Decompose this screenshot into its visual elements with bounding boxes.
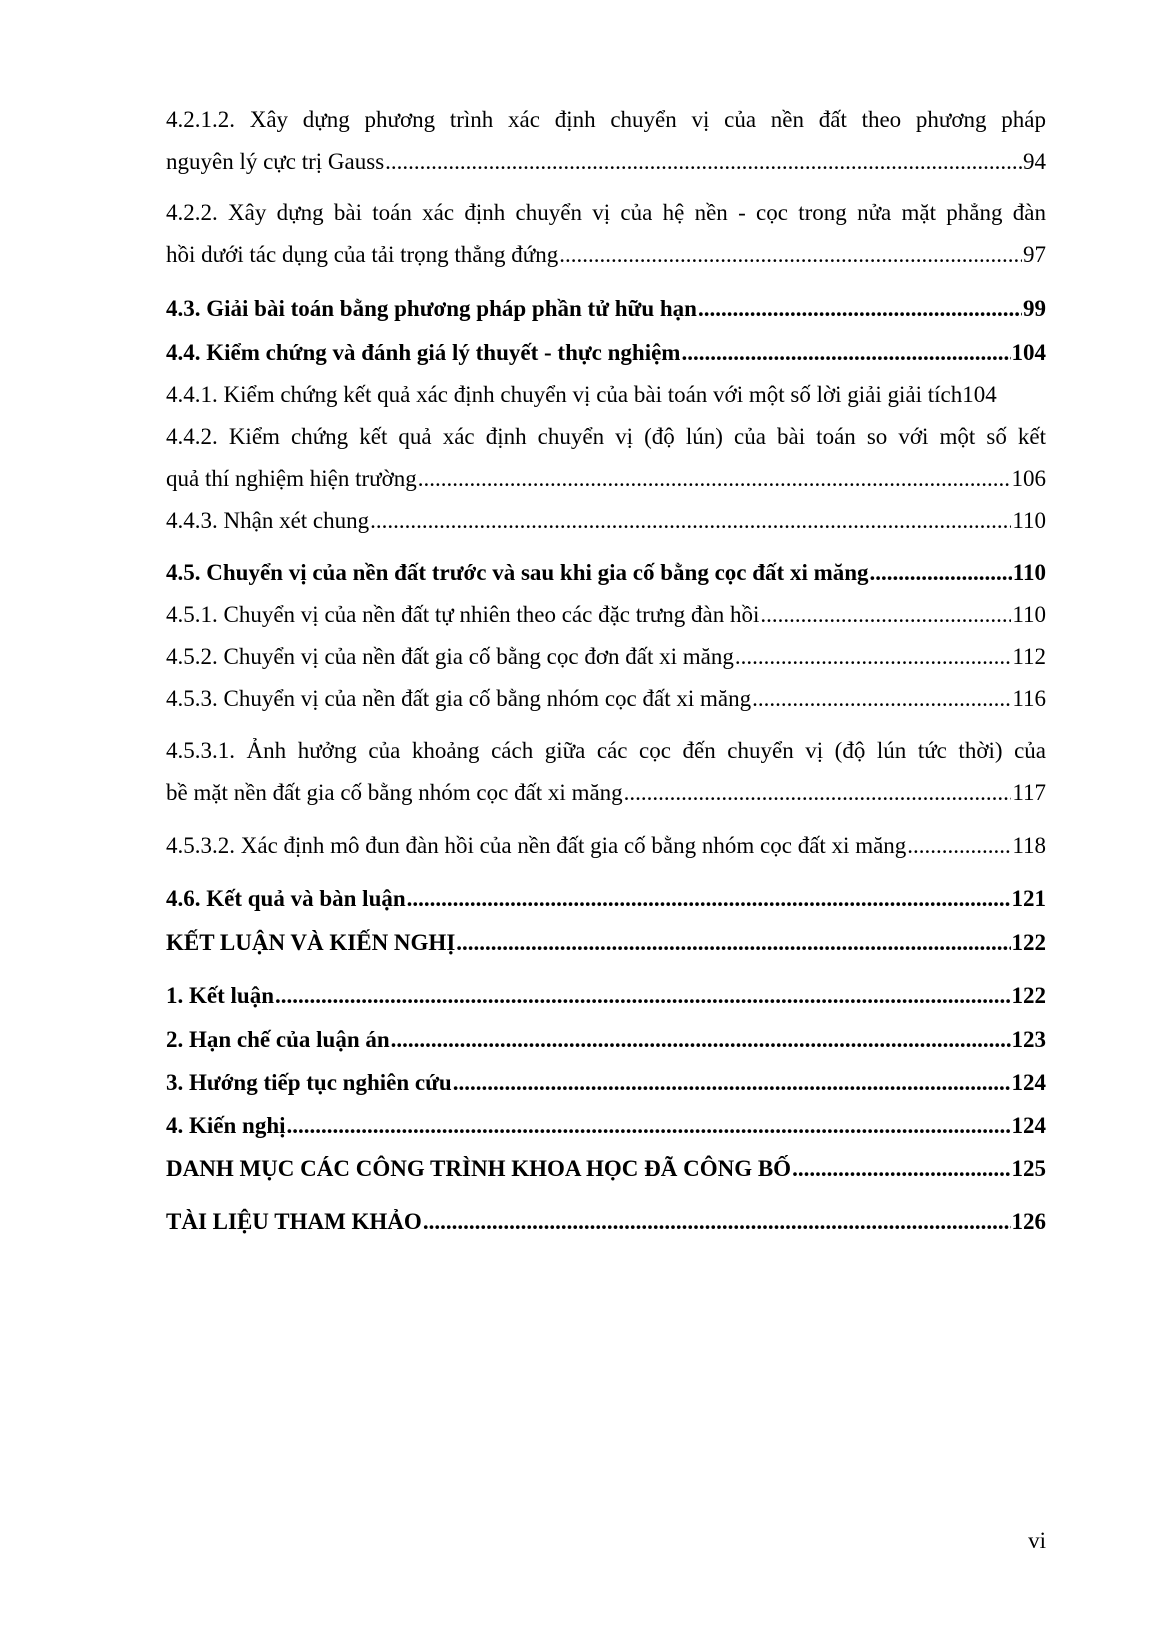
leader-dots: [698, 295, 1022, 323]
toc-page-number: 110: [1012, 560, 1046, 585]
leader-dots: [370, 507, 1011, 535]
toc-entry-title: KẾT LUẬN VÀ KIẾN NGHỊ: [166, 930, 456, 955]
toc-entry-4-4-2[interactable]: [166, 423, 1046, 493]
leader-dots: [287, 1112, 1011, 1140]
toc-entry-danh-muc-cong-trinh[interactable]: [166, 1155, 1046, 1183]
toc-page-number: 123: [1011, 1027, 1046, 1052]
toc-entry-line1: 4.2.1.2. Xây dựng phương trình xác định chuyển vị của nền đất theo phương pháp: [166, 107, 1046, 132]
leader-dots: [792, 1155, 1010, 1183]
toc-entry-4-5-2[interactable]: [166, 643, 1046, 671]
toc-entry-line1: 4.5.3.1. Ảnh hưởng của khoảng cách giữa các cọc đến chuyển vị (độ lún tức thời) của: [166, 738, 1046, 763]
toc-entry-line1: 4.4.2. Kiểm chứng kết quả xác định chuyển vị (độ lún) của bài toán so với một số kết: [166, 424, 1046, 449]
toc-page-number: 125: [1011, 1156, 1046, 1181]
table-of-contents: [166, 0, 1046, 1637]
toc-entry-title: 2. Hạn chế của luận án: [166, 1027, 390, 1052]
toc-page-number: 124: [1011, 1113, 1046, 1138]
toc-page-number: 97: [1023, 242, 1046, 267]
toc-entry-4-5-1[interactable]: [166, 601, 1046, 629]
toc-entry-line2: nguyên lý cực trị Gauss: [166, 149, 385, 174]
toc-entry-kien-nghi[interactable]: [166, 1112, 1046, 1140]
page-number: vi: [1028, 1528, 1046, 1553]
toc-page-number: 99: [1023, 296, 1046, 321]
toc-entry-title: 4. Kiến nghị: [166, 1113, 286, 1138]
toc-entry-4-2-2[interactable]: [166, 199, 1046, 269]
toc-entry-ket-luan[interactable]: [166, 982, 1046, 1010]
toc-page-number: 122: [1011, 930, 1046, 955]
toc-entry-4-4-3[interactable]: [166, 507, 1046, 535]
toc-entry-4-3[interactable]: [166, 295, 1046, 323]
toc-entry-title: 4.5.3. Chuyển vị của nền đất gia cố bằng nhóm cọc đất xi măng: [166, 686, 752, 711]
toc-entry-ket-luan-kien-nghi[interactable]: [166, 929, 1046, 957]
toc-entry-title: 4.4.1. Kiểm chứng kết quả xác định chuyển vị của bài toán với một số lời giải giải tích104: [166, 382, 997, 407]
toc-entry-4-4-1[interactable]: [166, 381, 1046, 409]
toc-page-number: 112: [1012, 644, 1046, 669]
toc-entry-title: 4.5.2. Chuyển vị của nền đất gia cố bằng cọc đơn đất xi măng: [166, 644, 734, 669]
toc-entry-title: 4.3. Giải bài toán bằng phương pháp phần tử hữu hạn: [166, 296, 697, 321]
leader-dots: [423, 1208, 1011, 1236]
toc-entry-title: 4.4.3. Nhận xét chung: [166, 508, 370, 533]
toc-page-number: 116: [1012, 686, 1046, 711]
toc-entry-title: 4.6. Kết quả và bàn luận: [166, 886, 406, 911]
toc-entry-4-5-3[interactable]: [166, 685, 1046, 713]
toc-entry-4-2-1-2[interactable]: [166, 106, 1046, 176]
toc-entry-title: 1. Kết luận: [166, 983, 274, 1008]
leader-dots: [760, 601, 1011, 629]
toc-entry-tai-lieu-tham-khao[interactable]: [166, 1208, 1046, 1236]
toc-entry-line2: hồi dưới tác dụng của tải trọng thẳng đứng: [166, 242, 559, 267]
toc-entry-title: 3. Hướng tiếp tục nghiên cứu: [166, 1070, 452, 1095]
leader-dots: [559, 241, 1022, 269]
toc-page-number: 124: [1011, 1070, 1046, 1095]
leader-dots: [453, 1069, 1011, 1097]
leader-dots: [391, 1026, 1011, 1054]
toc-page-number: 118: [1012, 833, 1046, 858]
toc-entry-title: TÀI LIỆU THAM KHẢO: [166, 1209, 422, 1234]
toc-entry-title: 4.4. Kiểm chứng và đánh giá lý thuyết - thực nghiệm: [166, 340, 681, 365]
toc-page-number: 110: [1012, 602, 1046, 627]
leader-dots: [275, 982, 1011, 1010]
toc-page-number: 121: [1011, 886, 1046, 911]
leader-dots: [681, 339, 1010, 367]
toc-page-number: 117: [1012, 780, 1046, 805]
toc-entry-title: DANH MỤC CÁC CÔNG TRÌNH KHOA HỌC ĐÃ CÔNG BỐ: [166, 1156, 792, 1181]
toc-entry-title: 4.5.3.2. Xác định mô đun đàn hồi của nền đất gia cố bằng nhóm cọc đất xi măng: [166, 833, 907, 858]
leader-dots: [407, 885, 1011, 913]
toc-entry-han-che[interactable]: [166, 1026, 1046, 1054]
toc-entry-line1: 4.2.2. Xây dựng bài toán xác định chuyển vị của hệ nền - cọc trong nửa mặt phẳng đàn: [166, 200, 1046, 225]
leader-dots: [385, 148, 1022, 176]
toc-entry-4-5-3-2[interactable]: [166, 832, 1046, 860]
toc-entry-title: 4.5. Chuyển vị của nền đất trước và sau khi gia cố bằng cọc đất xi măng: [166, 560, 869, 585]
toc-page-number: 94: [1023, 149, 1046, 174]
toc-entry-line2: quả thí nghiệm hiện trường: [166, 466, 417, 491]
leader-dots: [456, 929, 1010, 957]
leader-dots: [907, 832, 1011, 860]
toc-entry-4-5-3-1[interactable]: [166, 737, 1046, 807]
toc-page-number: 110: [1012, 508, 1046, 533]
toc-entry-title: 4.5.1. Chuyển vị của nền đất tự nhiên theo các đặc trưng đàn hồi: [166, 602, 760, 627]
toc-page-number: 126: [1011, 1209, 1046, 1234]
toc-entry-4-4[interactable]: [166, 339, 1046, 367]
leader-dots: [418, 465, 1011, 493]
leader-dots: [624, 779, 1012, 807]
toc-entry-huong-tiep-tuc[interactable]: [166, 1069, 1046, 1097]
toc-page-number: 106: [1011, 466, 1046, 491]
toc-entry-4-5[interactable]: [166, 559, 1046, 587]
toc-page-number: 122: [1011, 983, 1046, 1008]
toc-entry-4-6[interactable]: [166, 885, 1046, 913]
leader-dots: [870, 559, 1012, 587]
toc-page-number: 104: [1011, 340, 1046, 365]
leader-dots: [735, 643, 1011, 671]
leader-dots: [752, 685, 1011, 713]
toc-entry-line2: bề mặt nền đất gia cố bằng nhóm cọc đất xi măng: [166, 780, 623, 805]
